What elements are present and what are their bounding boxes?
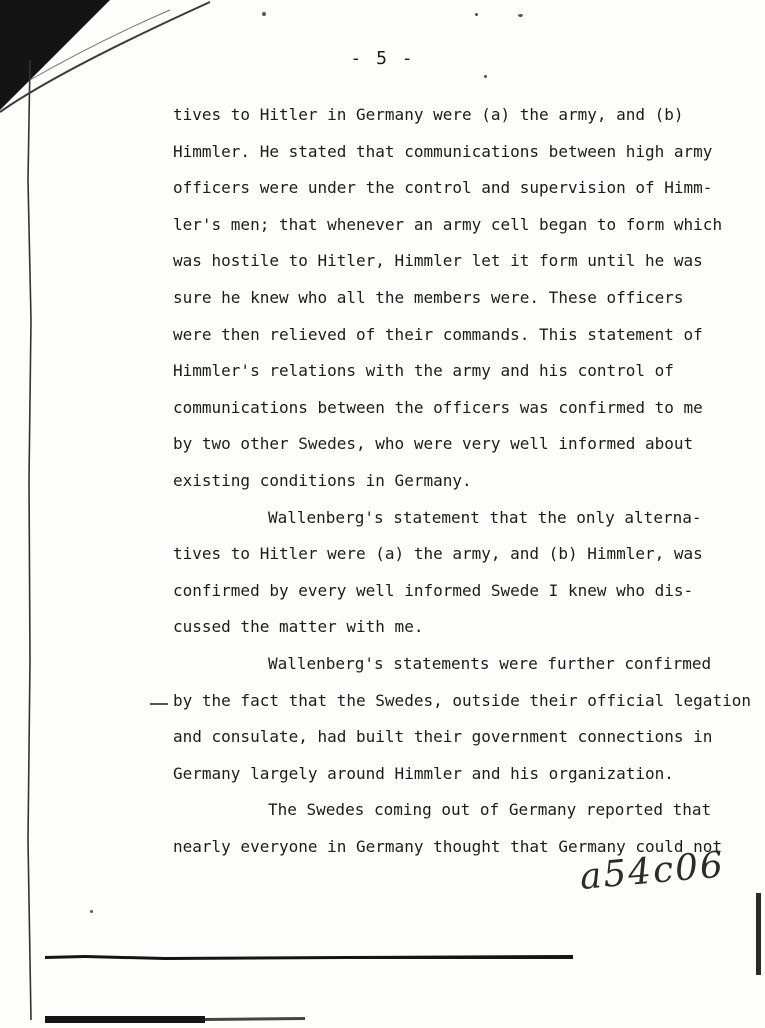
text-line: cussed the matter with me. (173, 617, 424, 637)
text-line: existing conditions in Germany. (173, 470, 472, 490)
text-line: by two other Swedes, who were very well informed about (173, 434, 694, 454)
scan-artifact-edge (756, 893, 761, 975)
scan-speck (484, 75, 487, 78)
text-line: tives to Hitler were (a) the army, and (b) Himmler, was (173, 544, 703, 564)
body-text (173, 97, 751, 865)
scan-speck (150, 703, 168, 705)
text-line: by the fact that the Swedes, outside their official legation (173, 690, 751, 710)
text-line: were then relieved of their commands. This statement of (173, 324, 703, 344)
text-line: ler's men; that whenever an army cell began to form which (173, 214, 723, 234)
text-line: confirmed by every well informed Swede I knew who dis- (173, 580, 694, 600)
text-line: officers were under the control and supervision of Himm- (173, 178, 713, 198)
page-number: - 5 - (350, 48, 415, 69)
text-line: nearly everyone in Germany thought that Germany could not (173, 836, 723, 856)
text-line: communications between the officers was confirmed to me (173, 397, 703, 417)
scan-artifact-bar (45, 953, 573, 960)
scan-speck (90, 910, 93, 913)
text-line: Himmler's relations with the army and his control of (173, 361, 674, 381)
text-line: and consulate, had built their government connections in (173, 727, 713, 747)
paragraph-first-line: Wallenberg's statement that the only alterna- (268, 507, 702, 527)
text-line: was hostile to Hitler, Himmler let it form until he was (173, 251, 703, 271)
scan-artifact-bar (45, 1014, 305, 1024)
scan-left-edge (0, 60, 36, 1020)
scan-speck (475, 13, 478, 16)
text-line: Germany largely around Himmler and his organization. (173, 763, 674, 783)
text-line: tives to Hitler in Germany were (a) the army, and (b) (173, 105, 684, 124)
scan-speck (518, 14, 523, 17)
text-line: sure he knew who all the members were. These officers (173, 287, 684, 307)
paragraph-first-line: Wallenberg's statements were further confirmed (268, 653, 712, 673)
text-line: Himmler. He stated that communications between high army (173, 141, 713, 161)
paragraph-first-line: The Swedes coming out of Germany reported that (268, 800, 712, 820)
scan-speck (262, 12, 266, 16)
handwritten-annotation: a54c06 (578, 844, 727, 898)
